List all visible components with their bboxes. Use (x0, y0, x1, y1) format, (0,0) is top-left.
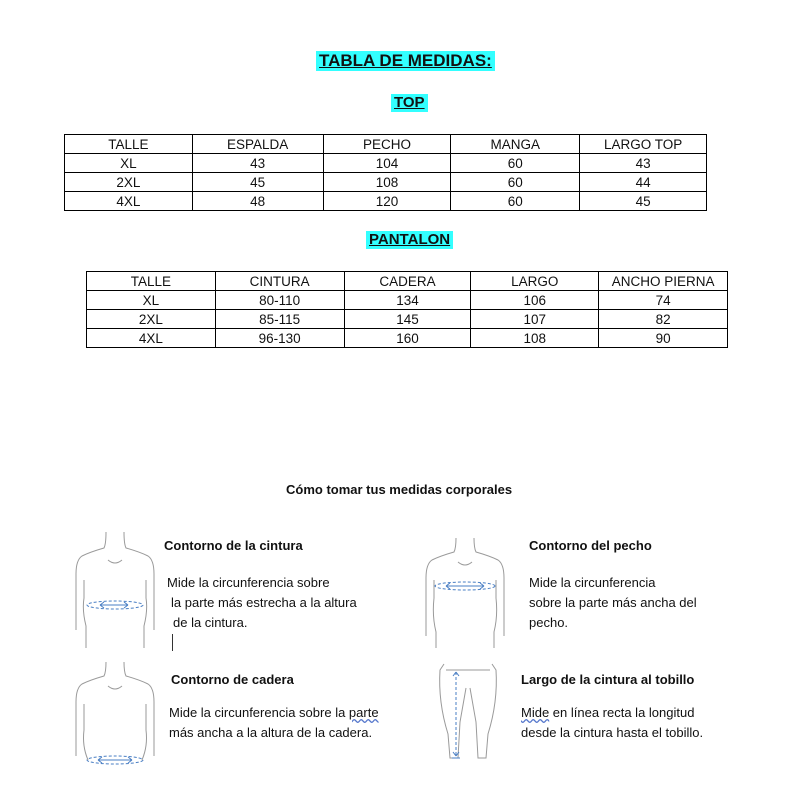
table-cell: XL (65, 154, 193, 173)
table-cell: 108 (323, 173, 451, 192)
table-header: LARGO (471, 272, 599, 291)
table-header: TALLE (87, 272, 216, 291)
table-cell: 85-115 (215, 310, 344, 329)
length-title: Largo de la cintura al tobillo (521, 672, 695, 687)
table-cell: 43 (192, 154, 323, 173)
table-header-row (65, 135, 707, 154)
table-header: ESPALDA (192, 135, 323, 154)
table-cell: 108 (471, 329, 599, 348)
spellcheck-word: Mide (521, 705, 550, 720)
table-cell: 145 (344, 310, 471, 329)
table-header: CINTURA (215, 272, 344, 291)
table-cell: 74 (599, 291, 728, 310)
chest-description (529, 573, 697, 633)
pant-section-title: PANTALON (366, 231, 453, 249)
table-header: ANCHO PIERNA (599, 272, 728, 291)
table-cell: 90 (599, 329, 728, 348)
desc-line: más ancha a la altura de la cadera. (169, 725, 373, 740)
hip-title: Contorno de cadera (171, 672, 294, 687)
desc-text: Mide la circunferencia sobre la (169, 705, 349, 720)
desc-line: Mide la circunferencia (529, 575, 656, 590)
table-cell: 45 (580, 192, 707, 211)
desc-line: pecho. (529, 615, 569, 630)
table-header-row (87, 272, 728, 291)
hip-figure (70, 660, 160, 770)
table-cell: 96-130 (215, 329, 344, 348)
table-row (65, 154, 707, 173)
table-row (87, 310, 728, 329)
table-header: MANGA (451, 135, 580, 154)
table-cell: 4XL (65, 192, 193, 211)
table-cell: 60 (451, 173, 580, 192)
table-row (87, 291, 728, 310)
desc-line: Mide la circunferencia sobre (167, 575, 330, 590)
table-cell: 60 (451, 192, 580, 211)
table-header: PECHO (323, 135, 451, 154)
table-cell: 2XL (65, 173, 193, 192)
guide-title: Cómo tomar tus medidas corporales (286, 482, 513, 497)
table-header: CADERA (344, 272, 471, 291)
table-cell: 104 (323, 154, 451, 173)
waist-figure (70, 530, 160, 650)
table-cell: 44 (580, 173, 707, 192)
desc-line: la parte más estrecha a la altura (171, 595, 357, 610)
table-header: TALLE (65, 135, 193, 154)
table-row (65, 192, 707, 211)
desc-line: desde la cintura hasta el tobillo. (521, 725, 704, 740)
top-size-table (64, 134, 707, 211)
table-header: LARGO TOP (580, 135, 707, 154)
hip-description (169, 703, 379, 743)
top-section-title: TOP (391, 94, 428, 112)
leg-figure (436, 662, 500, 762)
text-cursor (172, 634, 173, 651)
table-cell: 134 (344, 291, 471, 310)
table-cell: 106 (471, 291, 599, 310)
desc-line (521, 703, 703, 723)
table-cell: 45 (192, 173, 323, 192)
table-cell: 107 (471, 310, 599, 329)
table-cell: 4XL (87, 329, 216, 348)
page-title: TABLA DE MEDIDAS: (316, 51, 495, 71)
length-description (521, 703, 703, 743)
chest-figure (420, 536, 510, 651)
table-cell: 60 (451, 154, 580, 173)
chest-title: Contorno del pecho (529, 538, 652, 553)
table-cell: XL (87, 291, 216, 310)
table-cell: 120 (323, 192, 451, 211)
spellcheck-word: parte (348, 705, 379, 720)
table-cell: 80-110 (215, 291, 344, 310)
table-row (65, 173, 707, 192)
table-cell: 82 (599, 310, 728, 329)
desc-line: de la cintura. (173, 615, 248, 630)
pant-size-table (86, 271, 728, 348)
desc-line: sobre la parte más ancha del (529, 595, 697, 610)
table-cell: 2XL (87, 310, 216, 329)
desc-text: en línea recta la longitud (549, 705, 695, 720)
waist-title: Contorno de la cintura (164, 538, 303, 553)
table-cell: 160 (344, 329, 471, 348)
table-cell: 48 (192, 192, 323, 211)
table-row (87, 329, 728, 348)
table-cell: 43 (580, 154, 707, 173)
desc-line (169, 703, 379, 723)
waist-description (167, 573, 357, 633)
